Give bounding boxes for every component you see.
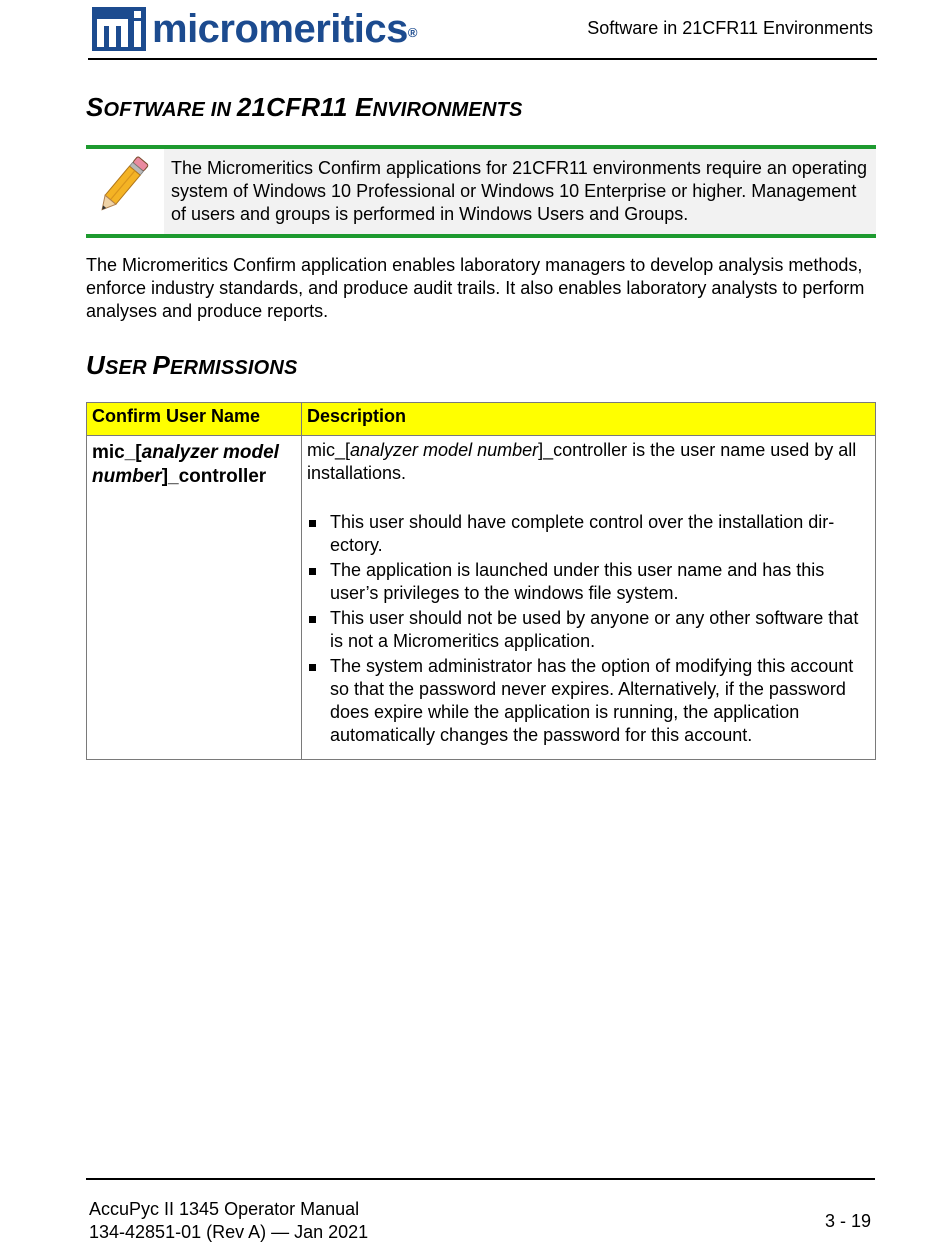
page-number: 3 - 19 <box>824 1211 871 1231</box>
list-item: This user should not be used by anyone or any other software that is not a Micromeritics application. <box>307 607 869 653</box>
footer-rule <box>86 1178 875 1180</box>
bullet-square-icon <box>309 520 316 527</box>
note-text: The Micromeritics Confirm applications for 21CFR11 environments require an operating system of Windows 10 Professional or Windows 10 Enterprise or higher. Management of users and groups is performed in Windows Users and Groups. <box>164 149 876 234</box>
logo-wordmark: micromeritics® <box>152 7 417 51</box>
mi-logo-icon <box>92 7 146 51</box>
column-header-description: Description <box>302 403 876 436</box>
footer-document-info <box>89 1198 368 1244</box>
micromeritics-logo <box>92 6 417 52</box>
table-header-row <box>87 403 876 436</box>
footer-part-number: 134-42851-01 (Rev A) — Jan 2021 <box>89 1222 369 1242</box>
list-item: This user should have complete control over the installation directory. <box>307 511 869 557</box>
list-item: The application is launched under this user name and has this user’s privileges to the windows file system. <box>307 559 869 605</box>
description-cell <box>302 436 876 760</box>
user-permissions-table <box>86 402 876 760</box>
footer-manual-title: AccuPyc II 1345 Operator Manual <box>89 1199 360 1219</box>
section-title-user-permissions: USER PERMISSIONS <box>86 350 298 380</box>
user-name-cell <box>87 436 302 760</box>
pencil-icon <box>90 151 154 221</box>
bullet-square-icon <box>309 568 316 575</box>
description-bullets <box>307 511 869 747</box>
description-intro: mic_[analyzer model number]_controller is the user name used by all installations. <box>307 440 857 483</box>
list-item: The system administrator has the option of modifying this account so that the password never expires. Alternatively, if the password does expire while the application is running, the application automatically changes the password for this account. <box>307 655 869 747</box>
column-header-user-name: Confirm User Name <box>87 403 302 436</box>
section-title-software: SOFTWARE IN 21CFR11 ENVIRONMENTS <box>86 92 523 122</box>
bullet-square-icon <box>309 616 316 623</box>
running-head: Software in 21CFR11 Environments <box>587 18 873 38</box>
note-box <box>86 145 876 238</box>
table-row <box>87 436 876 760</box>
bullet-square-icon <box>309 664 316 671</box>
user-name: mic_[analyzer model number]_controller <box>92 442 279 487</box>
header-rule <box>88 58 877 60</box>
intro-paragraph: The Micromeritics Confirm application enables laboratory managers to develop analysis methods, enforce industry standards, and produce audit trails. It also enables laboratory analysts to perform analyses and produce reports. <box>86 255 865 321</box>
